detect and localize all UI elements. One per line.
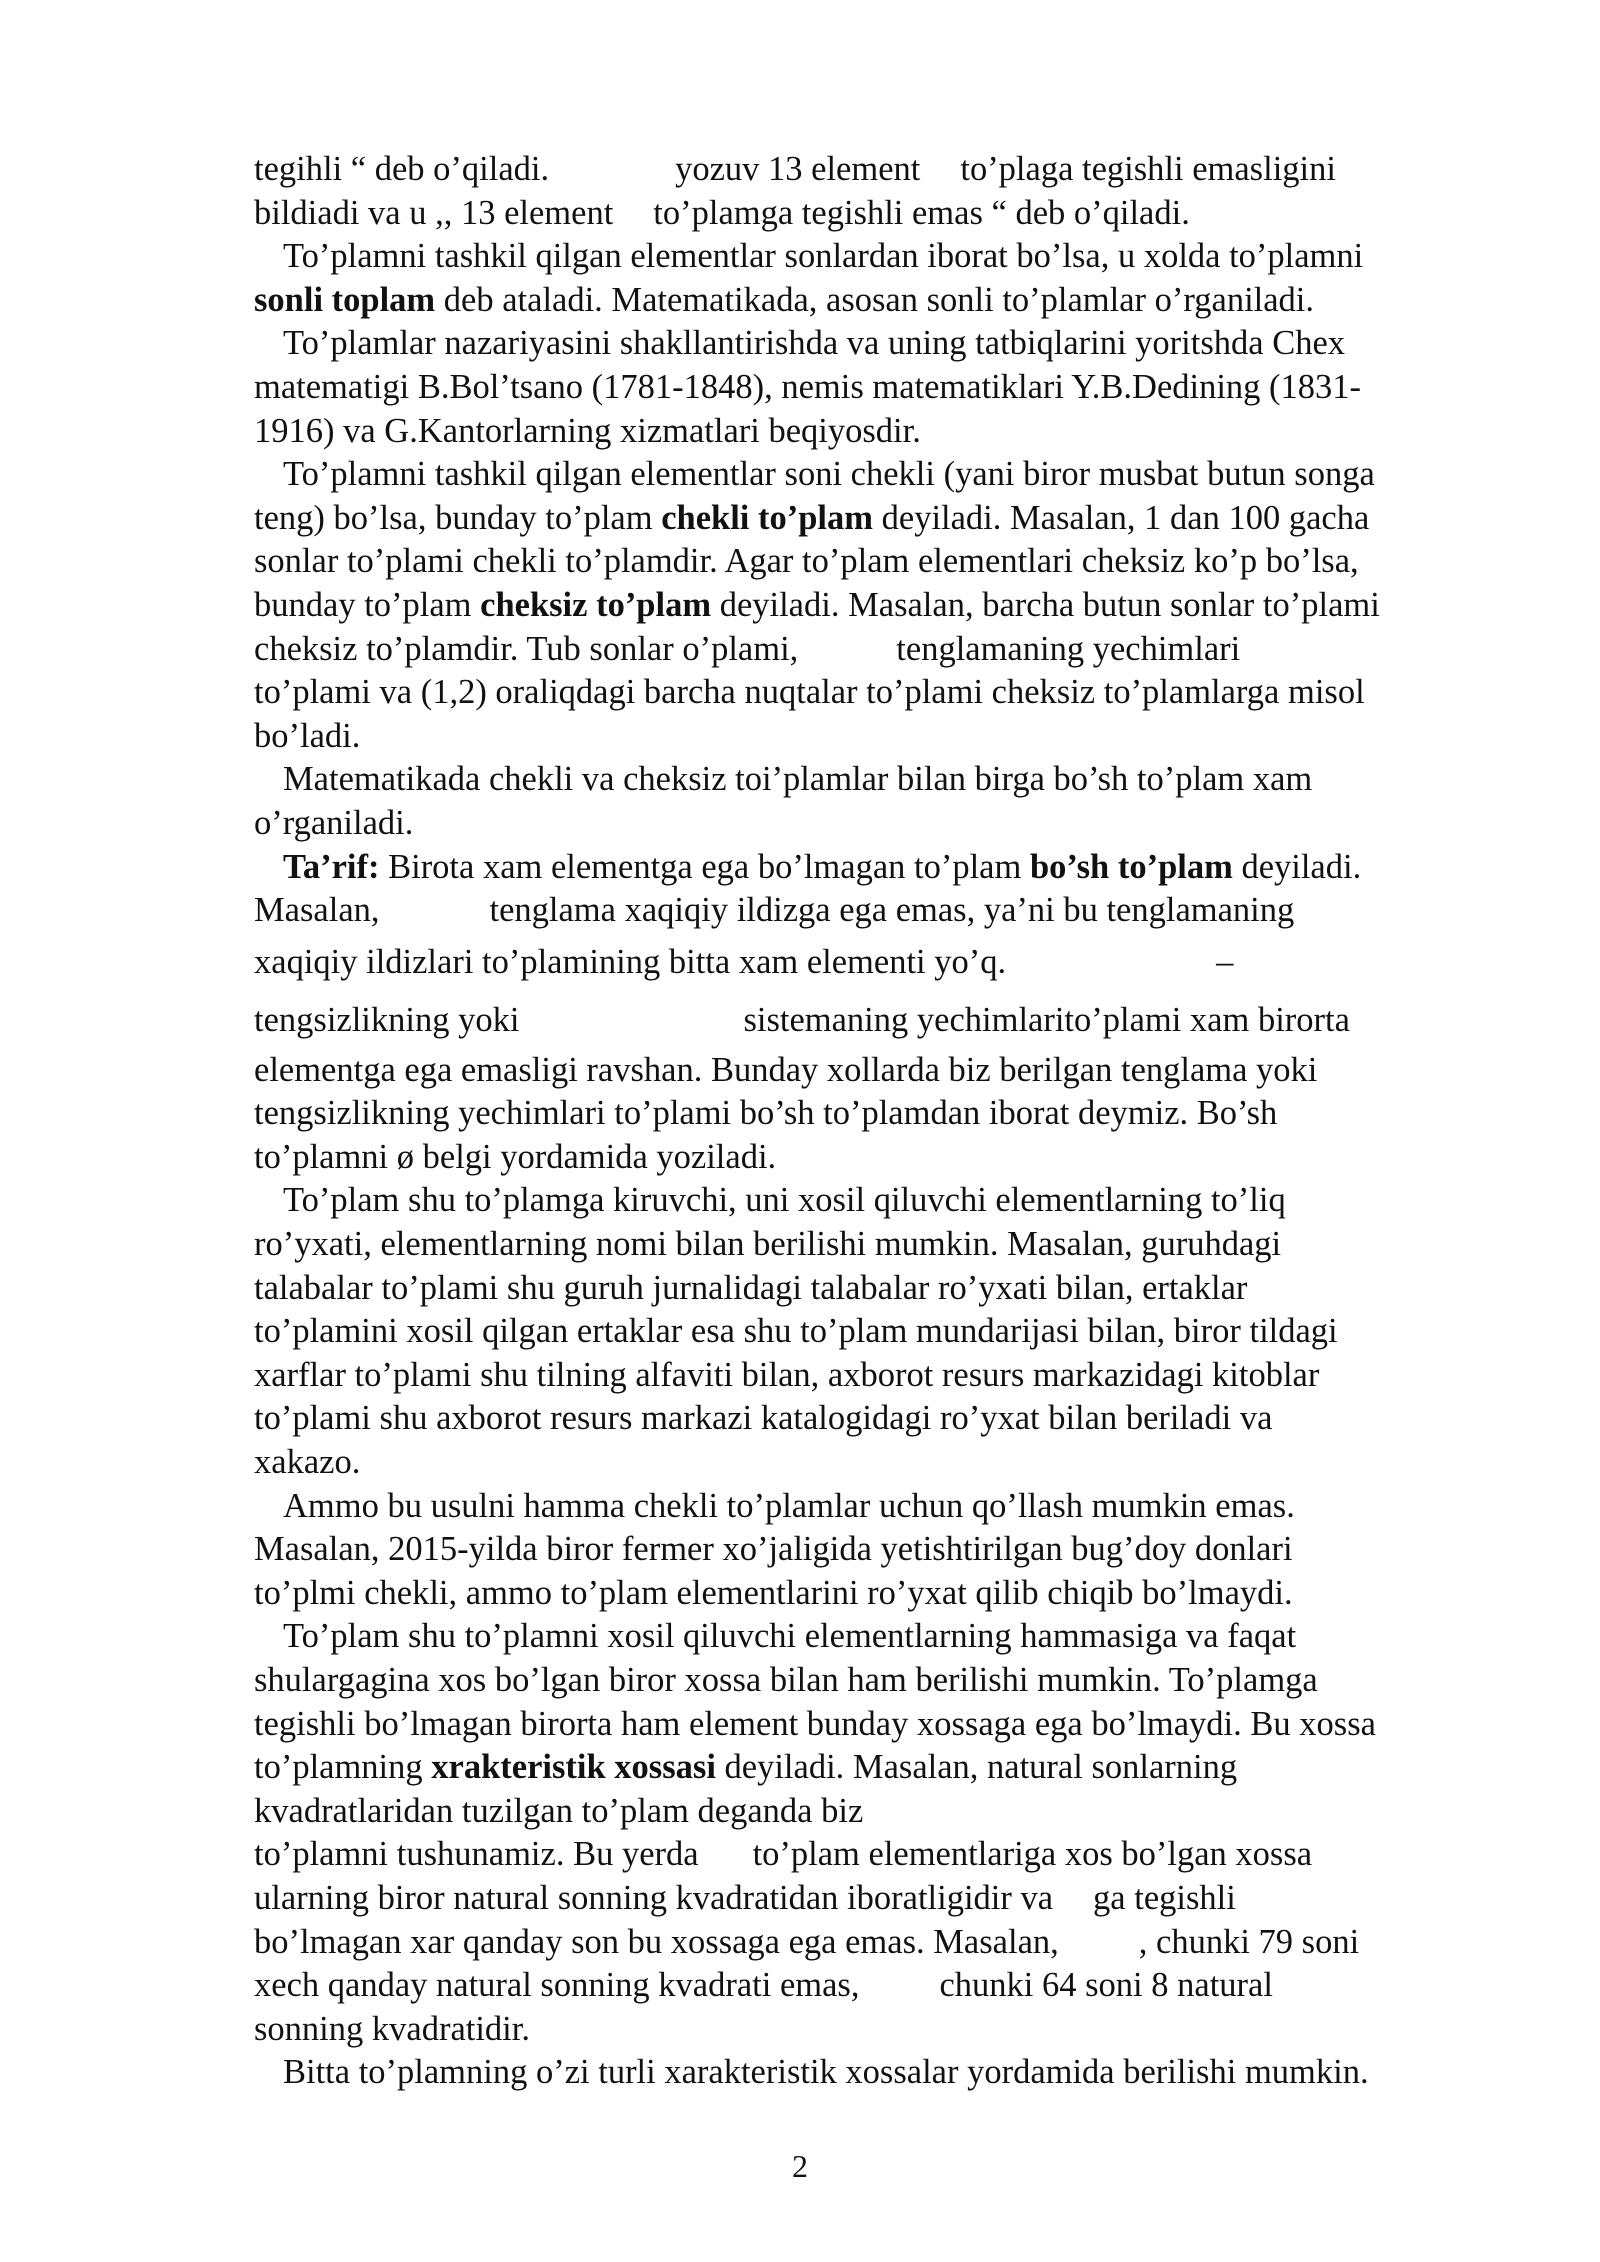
term-bold: bo’sh to’plam (1029, 847, 1233, 886)
text-line: kvadratlaridan tuzilgan to’plam deganda biz (254, 1791, 864, 1830)
page-number: 2 (792, 2148, 808, 2184)
text-line: elementga ega emasligi ravshan. Bunday xollarda biz berilgan tenglama yoki (254, 1050, 1318, 1089)
text-line: cheksiz to’plamdir. Tub sonlar o’plami, tenglamaning yechimlari (254, 629, 1241, 668)
text-line: teng) bo’lsa, bunday to’plam chekli to’plam deyiladi. Masalan, 1 dan 100 gacha (254, 498, 1370, 537)
text-line: xarflar to’plami shu tilning alfaviti bilan, axborot resurs markazidagi kitoblar (254, 1355, 1320, 1394)
paragraph-start: To’plamni tashkil qilgan elementlar sonlardan iborat bo’lsa, u xolda to’plamni (283, 237, 1364, 276)
text-line: bo’lmagan xar qanday son bu xossaga ega emas. Masalan, , chunki 79 soni (254, 1922, 1360, 1961)
text-line: xech qanday natural sonning kvadrati emas, chunki 64 soni 8 natural (254, 1966, 1273, 2005)
text-line: to’plami va (1,2) oraliqdagi barcha nuqtalar to’plami cheksiz to’plamlarga misol (254, 673, 1365, 712)
text-line: talabalar to’plami shu guruh jurnalidagi talabalar ro’yxati bilan, ertaklar (254, 1268, 1248, 1307)
text-line: o’rganiladi. (254, 803, 414, 842)
paragraph-start: Matematikada chekli va cheksiz toi’plamlar bilan birga bo’sh to’plam xam (283, 760, 1313, 799)
text-line: ro’yxati, elementlarning nomi bilan berilishi mumkin. Masalan, guruhdagi (254, 1225, 1282, 1264)
text-line: to’plmi chekli, ammo to’plam elementlarini ro’yxat qilib chiqib bo’lmaydi. (254, 1573, 1293, 1612)
text-line: sonli toplam deb ataladi. Matematikada, asosan sonli to’plamlar o’rganiladi. (254, 280, 1315, 319)
text-line: to’plamni tushunamiz. Bu yerda to’plam elementlariga xos bo’lgan xossa (254, 1835, 1313, 1874)
text-line: sonlar to’plami chekli to’plamdir. Agar to’plam elementlari cheksiz ko’p bo’lsa, (254, 542, 1359, 581)
text-line: bunday to’plam cheksiz to’plam deyiladi. Masalan, barcha butun sonlar to’plami (254, 585, 1380, 624)
dash-symbol: – (1216, 942, 1234, 981)
text-line: xaqiqiy ildizlari to’plamining bitta xam elementi yo’q. – (254, 933, 1494, 991)
text-line: bildiadi va u ,, 13 element to’plamga tegishli emas “ deb o’qiladi. (254, 193, 1190, 232)
text-line: Masalan, tenglama xaqiqiy ildizga ega emas, ya’ni bu tenglamaning (254, 891, 1295, 930)
text-line: to’plamning xrakteristik xossasi deyiladi. Masalan, natural sonlarning (254, 1748, 1238, 1787)
term-bold: xrakteristik xossasi (431, 1748, 716, 1787)
text-line: tengsizlikning yoki sistemaning yechimlarito’plami xam birorta (254, 1000, 1350, 1039)
text-line: tegishli bo’lmagan birorta ham element bunday xossaga ega bo’lmaydi. Bu xossa (254, 1704, 1376, 1743)
paragraph-start: To’plamni tashkil qilgan elementlar soni chekli (yani biror musbat butun songa (283, 455, 1375, 494)
paragraph-start: To’plam shu to’plamni xosil qiluvchi elementlarning hammasiga va faqat (283, 1617, 1297, 1656)
text-line: matematigi B.Bol’tsano (1781-1848), nemis matematiklari Y.B.Dedining (1831- (254, 367, 1362, 406)
text-line: tengsizlikning yechimlari to’plami bo’sh to’plamdan iborat deymiz. Bo’sh (254, 1094, 1278, 1133)
term-bold: chekli to’plam (661, 498, 873, 537)
text-line: bo’ladi. (254, 716, 361, 755)
definition-label: Ta’rif: (283, 847, 380, 886)
definition-line: Ta’rif: Birota xam elementga ega bo’lmagan to’plam bo’sh to’plam deyiladi. (283, 847, 1362, 886)
term-bold: sonli toplam (254, 280, 436, 319)
text-line: shulargagina xos bo’lgan biror xossa bilan ham berilishi mumkin. To’plamga (254, 1661, 1318, 1699)
text-line: sonning kvadratidir. (254, 2009, 530, 2048)
text-line: to’plamini xosil qilgan ertaklar esa shu to’plam mundarijasi bilan, biror tildagi (254, 1312, 1338, 1351)
text-line: to’plamni ø belgi yordamida yoziladi. (254, 1137, 777, 1176)
paragraph-start: Bitta to’plamning o’zi turli xarakteristik xossalar yordamida berilishi mumkin. (283, 2053, 1369, 2092)
body-text (254, 148, 1494, 2095)
text-line: xakazo. (254, 1443, 361, 1482)
paragraph-start: To’plamlar nazariyasini shakllantirishda va uning tatbiqlarini yoritshda Chex (283, 324, 1346, 363)
text-line: to’plami shu axborot resurs markazi katalogidagi ro’yxat bilan beriladi va (254, 1399, 1273, 1438)
text-line: ularning biror natural sonning kvadratidan iboratligidir va ga tegishli (254, 1878, 1236, 1917)
text-line: 1916) va G.Kantorlarning xizmatlari beqiyosdir. (254, 411, 921, 450)
paragraph-start: Ammo bu usulni hamma chekli to’plamlar uchun qo’llash mumkin emas. (283, 1486, 1295, 1525)
text-line: Masalan, 2015-yilda biror fermer xo’jaligida yetishtirilgan bug’doy donlari (254, 1530, 1293, 1569)
text-line: tegihli “ deb o’qiladi. yozuv 13 element to’plaga tegishli emasligini (254, 150, 1336, 188)
paragraph-start: To’plam shu to’plamga kiruvchi, uni xosil qiluvchi elementlarning to’liq (283, 1181, 1286, 1220)
term-bold: cheksiz to’plam (480, 585, 712, 624)
